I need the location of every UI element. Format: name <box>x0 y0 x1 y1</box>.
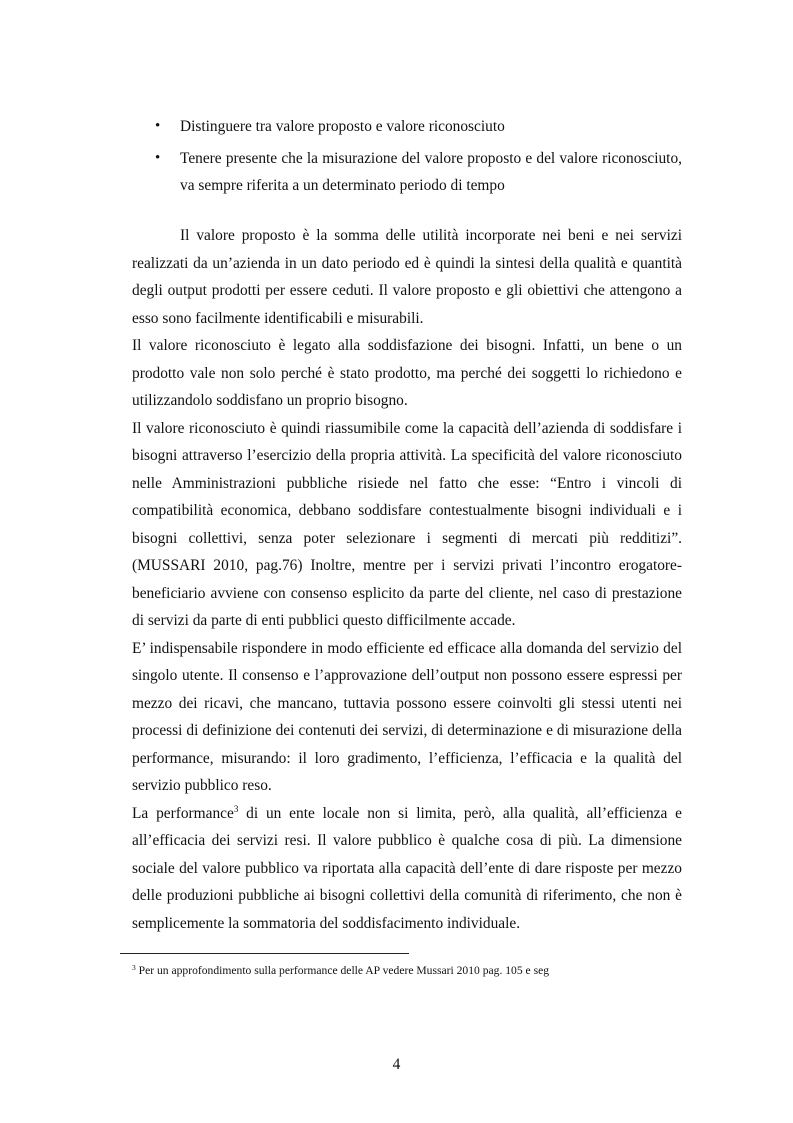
bullet-list <box>155 113 682 204</box>
body-text <box>132 222 682 937</box>
list-item <box>155 145 682 200</box>
footnote-text: Per un approfondimento sulla performance delle AP vedere Mussari 2010 pag. 105 e seg <box>135 964 550 977</box>
paragraph <box>132 800 682 938</box>
paragraph: Il valore riconosciuto è legato alla soddisfazione dei bisogni. Infatti, un bene o un prodotto vale non solo perché è stato prodotto, ma perché dei soggetti lo richiedono e utilizzandolo soddisfano un proprio bisogno. <box>132 337 682 409</box>
paragraph: Il valore proposto è la somma delle utilità incorporate nei beni e nei servizi realizzati da un’azienda in un dato periodo ed è quindi la sintesi della qualità e quantità degli output prodotti per essere ceduti. Il valore proposto e gli obiettivi che attengono a esso sono facilmente identificabili e misurabili. <box>132 227 682 327</box>
paragraph-text: La performance <box>132 804 234 822</box>
footnote-reference[interactable]: 3 <box>233 803 239 814</box>
bullet-icon: • <box>155 118 161 134</box>
paragraph: Il valore riconosciuto è quindi riassumibile come la capacità dell’azienda di soddisfare i bisogni attraverso l’esercizio della propria attività. La specificità del valore riconosciuto nelle Amministrazioni pubbliche risiede nel fatto che esse: “Entro i vincoli di compatibilità economica, debbano soddisfare contestualmente bisogni individuali e i bisogni collettivi, senza poter selezionare i segmenti di mercati più redditizi”. (MUSSARI 2010, pag.76) Inoltre, mentre per i servizi privati l’incontro erogatore-beneficiario avviene con consenso esplicito da parte del cliente, nel caso di prestazione di servizi da parte di enti pubblici questo difficilmente accade. <box>132 419 682 629</box>
page-number: 4 <box>392 1056 401 1073</box>
footnote-marker: 3 <box>132 963 136 972</box>
paragraph-text: di un ente locale non si limita, però, alla qualità, all’efficienza e all’efficacia dei servizi resi. Il valore pubblico è qualche cosa di più. La dimensione sociale del valore pubblico va riportata alla capacità dell’ente di dare risposte per mezzo delle produzioni pubbliche ai bisogni collettivi della comunità di riferimento, che non è semplicemente la sommatoria del soddisfacimento individuale. <box>132 804 682 932</box>
list-item <box>155 113 682 141</box>
bullet-icon: • <box>155 149 161 166</box>
bullet-text: Distinguere tra valore proposto e valore riconosciuto <box>180 118 505 135</box>
bullet-text: Tenere presente che la misurazione del valore proposto e del valore riconosciuto, va sempre riferita a un determinato periodo di tempo <box>180 149 682 194</box>
footnote-divider <box>120 953 409 954</box>
paragraph: E’ indispensabile rispondere in modo efficiente ed efficace alla domanda del servizio del singolo utente. Il consenso e l’approvazione dell’output non possono essere espressi per mezzo dei ricavi, che mancano, tuttavia possono essere coinvolti gli stessi utenti nei processi di definizione dei contenuti dei servizi, di determinazione e di misurazione della performance, misurando: il loro gradimento, l’efficienza, l’efficacia e la qualità del servizio pubblico reso. <box>132 639 682 794</box>
footnote <box>132 963 692 979</box>
